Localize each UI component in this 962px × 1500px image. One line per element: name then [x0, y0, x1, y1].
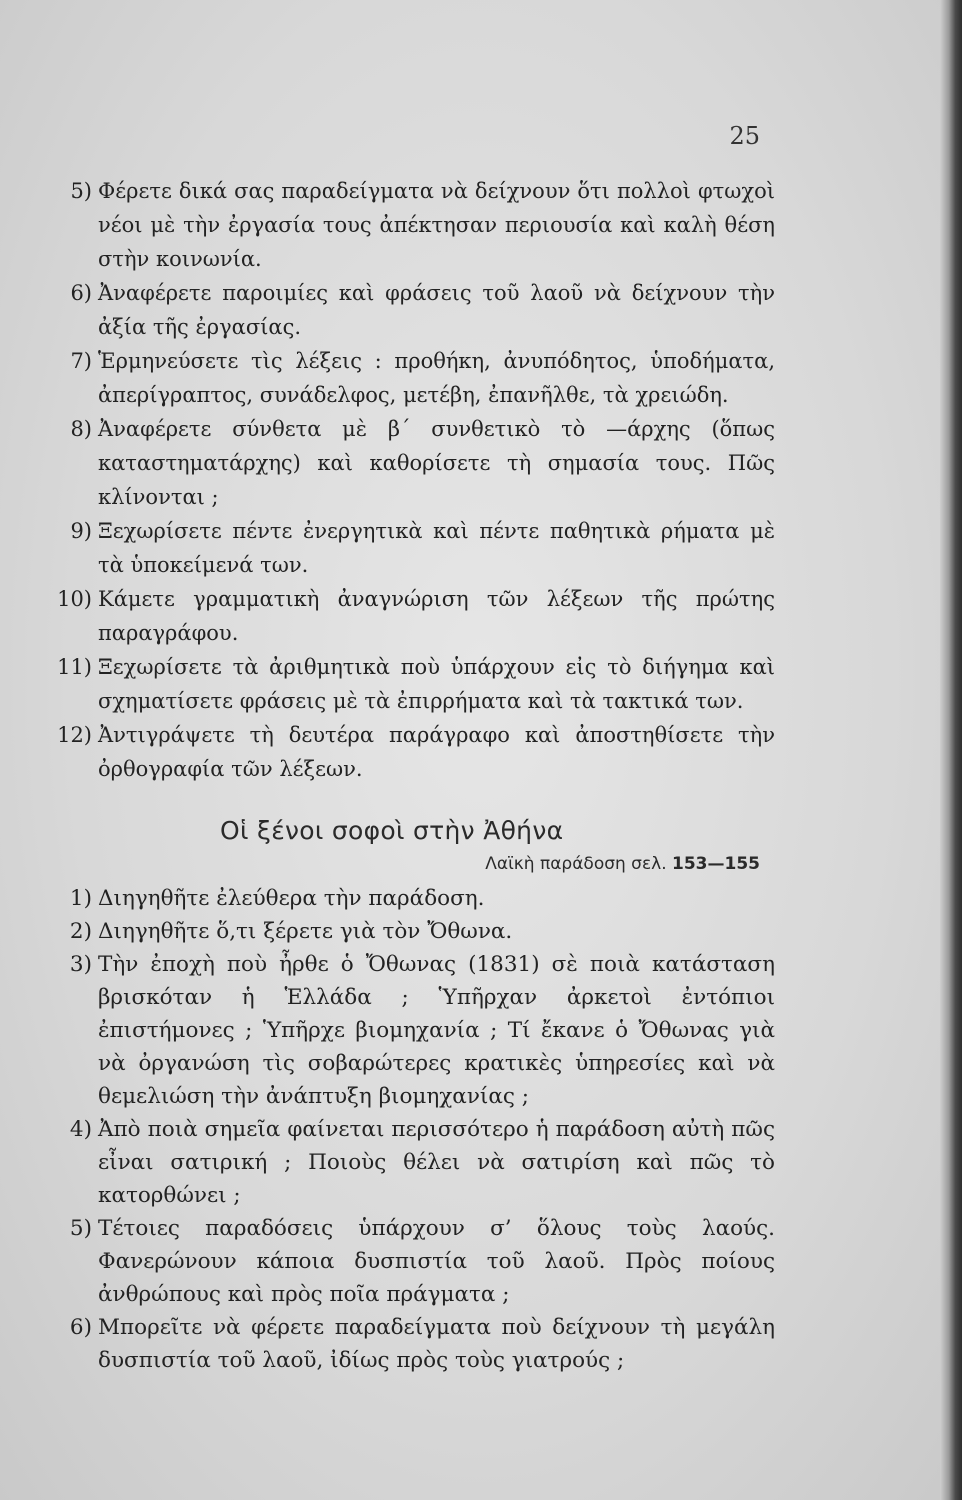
item-text: Ἀντιγράψετε τὴ δευτέρα παράγραφο καὶ ἀποστηθίσετε τὴν ὀρθογραφία τῶν λέξεων. [98, 723, 775, 781]
section-source [400, 854, 760, 874]
item-number: 9) [70, 519, 92, 543]
item-number: 1) [69, 886, 92, 911]
list-item [40, 276, 775, 344]
item-text: Τέτοιες παραδόσεις ὑπάρχουν σ’ ὅλους τοὺς λαούς. Φανερώνουν κάποια δυσπιστία τοῦ λαοῦ. Πρὸς ποίους ἀνθρώπους καὶ πρὸς ποῖα πράγματα ; [98, 1216, 775, 1307]
source-label: Λαϊκὴ παράδοση σελ. [485, 854, 667, 874]
item-text: Ἑρμηνεύσετε τὶς λέξεις : προθήκη, ἀνυπόδητος, ὑποδήματα, ἀπερίγραπτος, συνάδελφος, μετέβη, ἐπανῆλθε, τὰ χρειώδη. [98, 349, 775, 407]
item-number: 12) [57, 723, 92, 747]
item-number: 2) [69, 919, 92, 944]
source-pages: 153—155 [672, 854, 760, 874]
list-item [40, 650, 775, 718]
item-text: Τὴν ἐποχὴ ποὺ ἦρθε ὁ Ὄθωνας (1831) σὲ ποιὰ κατάσταση βρισκόταν ἡ Ἑλλάδα ; Ὑπῆρχαν ἀρκετοὶ ἐντόπιοι ἐπιστήμονες ; Ὑπῆρχε βιομηχανία ; Τί ἔκανε ὁ Ὄθωνας γιὰ νὰ ὀργανώση τὶς σοβαρώτερες κρατικὲς ὑπηρεσίες καὶ νὰ θεμελιώση τὴν ἀνάπτυξη βιομηχανίας ; [98, 952, 775, 1109]
item-text: Ξεχωρίσετε τὰ ἀριθμητικὰ ποὺ ὑπάρχουν εἰς τὸ διήγημα καὶ σχηματίσετε φράσεις μὲ τὰ ἐπιρρήματα καὶ τὰ τακτικά των. [98, 655, 775, 713]
list-item [40, 1212, 775, 1311]
item-number: 8) [70, 417, 92, 441]
item-number: 5) [70, 179, 92, 203]
list-item [40, 582, 775, 650]
item-text: Κάμετε γραμματικὴ ἀναγνώριση τῶν λέξεων τῆς πρώτης παραγράφου. [98, 587, 775, 645]
item-number: 3) [69, 952, 92, 977]
item-number: 6) [69, 1315, 92, 1340]
item-number: 4) [69, 1117, 92, 1142]
list-item [40, 1113, 775, 1212]
list-item [40, 174, 775, 276]
list-item [40, 514, 775, 582]
list-item [40, 718, 775, 786]
item-number: 7) [70, 349, 92, 373]
item-text: Φέρετε δικά σας παραδείγματα νὰ δείχνουν ὅτι πολλοὶ φτωχοὶ νέοι μὲ τὴν ἐργασία τους ἀπέκτησαν περιουσία καὶ καλὴ θέση στὴν κοινωνία. [98, 179, 775, 271]
exercise-list-top [40, 174, 775, 786]
section-title: Οἱ ξένοι σοφοὶ στὴν Ἀθήνα [220, 816, 564, 845]
item-text: Μπορεῖτε νὰ φέρετε παραδείγματα ποὺ δείχνουν τὴ μεγάλη δυσπιστία τοῦ λαοῦ, ἰδίως πρὸς τοὺς γιατρούς ; [98, 1315, 775, 1373]
item-text: Ἀναφέρετε σύνθετα μὲ β΄ συνθετικὸ τὸ —άρχης (ὅπως καταστηματάρχης) καὶ καθορίσετε τὴ σημασία τους. Πῶς κλίνονται ; [98, 417, 775, 509]
item-text: Ἀναφέρετε παροιμίες καὶ φράσεις τοῦ λαοῦ νὰ δείχνουν τὴν ἀξία τῆς ἐργασίας. [98, 281, 775, 339]
item-number: 10) [57, 587, 92, 611]
list-item [40, 948, 775, 1113]
item-number: 6) [70, 281, 92, 305]
item-text: Ἀπὸ ποιὰ σημεῖα φαίνεται περισσότερο ἡ παράδοση αὐτὴ πῶς εἶναι σατιρική ; Ποιοὺς θέλει νὰ σατιρίση καὶ πῶς τὸ κατορθώνει ; [98, 1117, 775, 1208]
list-item [40, 344, 775, 412]
item-text: Ξεχωρίσετε πέντε ἐνεργητικὰ καὶ πέντε παθητικὰ ρήματα μὲ τὰ ὑποκείμενά των. [98, 519, 775, 577]
list-item [40, 412, 775, 514]
item-text: Διηγηθῆτε ὅ,τι ξέρετε γιὰ τὸν Ὄθωνα. [98, 919, 513, 944]
list-item [40, 915, 775, 948]
page-number: 25 [729, 122, 760, 150]
item-number: 11) [57, 655, 92, 679]
page-edge-shadow [940, 0, 962, 1500]
item-number: 5) [69, 1216, 92, 1241]
item-text: Διηγηθῆτε ἐλεύθερα τὴν παράδοση. [98, 886, 485, 911]
list-item [40, 882, 775, 915]
exercise-list-bottom [40, 882, 775, 1377]
list-item [40, 1311, 775, 1377]
